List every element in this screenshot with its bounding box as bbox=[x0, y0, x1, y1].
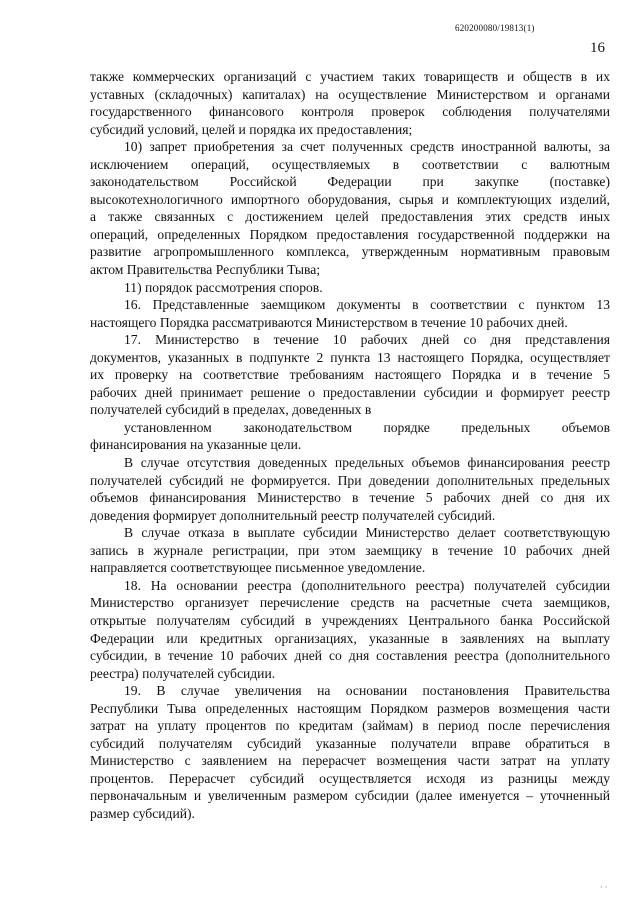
text-line: их проверку на соответствие требованиям настоящего Порядка и в течение 5 bbox=[90, 367, 610, 383]
text-line: исключением операций, осуществляемых в соответствии с валютным bbox=[90, 156, 610, 172]
text-line: запись в журнале регистрации, при этом заемщику в течение 10 рабочих дней bbox=[90, 542, 610, 558]
text-line: актом Правительства Республики Тыва; bbox=[90, 262, 321, 278]
document-id: 620200080/19813(1) bbox=[455, 23, 535, 33]
text-line: объемов финансирования Министерство в течение 5 рабочих дней со дня их bbox=[90, 490, 610, 506]
text-line: реестра) получателей субсидии. bbox=[90, 665, 276, 681]
page-number: 16 bbox=[590, 40, 605, 56]
text-line: законодательством Российской Федерации при закупке (поставке) bbox=[90, 174, 610, 190]
text-line: 18. На основании реестра (дополнительного реестра) получателей субсидии bbox=[124, 577, 610, 593]
text-line: высокотехнологичного импортного оборудования, сырья и комплектующих изделий, bbox=[90, 191, 610, 207]
text-line: а также связанных с достижением целей предоставления этих средств иных bbox=[90, 209, 610, 225]
text-line: также коммерческих организаций с участием таких товариществ и обществ в их bbox=[90, 69, 610, 84]
text-line: получателей субсидий в пределах, доведенных в bbox=[90, 402, 372, 418]
text-line: В случае отказа в выплате субсидии Министерство делает соответствующую bbox=[124, 525, 610, 541]
text-line: установленном законодательством порядке предельных объемов bbox=[124, 419, 610, 435]
text-line: документов, указанных в подпункте 2 пункта 13 настоящего Порядка, осуществляет bbox=[90, 349, 610, 365]
text-line: уставных (складочных) капиталах) на осуществление Министерством и органами bbox=[90, 86, 610, 102]
text-line: операций, определенных Порядком предоставления государственной поддержки на bbox=[90, 226, 610, 242]
text-line: 16. Представленные заемщиком документы в соответствии с пунктом 13 bbox=[124, 297, 610, 313]
text-line: 17. Министерство в течение 10 рабочих дней со дня представления bbox=[124, 332, 610, 348]
text-line: открытые получателям субсидий в учреждениях Центрального банка Российской bbox=[90, 612, 610, 628]
text-line: рабочих дней принимает решение о предоставлении субсидии и формирует реестр bbox=[90, 384, 610, 400]
text-line: настоящего Порядка рассматриваются Министерством в течение 10 рабочих дней. bbox=[90, 314, 568, 330]
text-line: размер субсидий). bbox=[90, 805, 195, 821]
text-line: Федерации или кредитных организациях, указанные в заявлениях на выплату bbox=[90, 630, 610, 646]
text-line: 10) запрет приобретения за счет полученных средств иностранной валюты, за bbox=[124, 139, 610, 155]
text-line: процентов. Перерасчет субсидий осуществляется исходя из разницы между bbox=[90, 770, 610, 786]
text-line: Министерство организует перечисление средств на расчетные счета заемщиков, bbox=[90, 595, 610, 611]
text-line: финансирования на указанные цели. bbox=[90, 437, 302, 453]
text-line: развитие агропромышленного комплекса, утвержденным нормативным правовым bbox=[90, 244, 610, 260]
text-line: государственного финансового контроля проверок соблюдения получателями bbox=[90, 104, 610, 120]
text-line: доведения формирует дополнительный реестр получателей субсидий. bbox=[90, 507, 496, 523]
text-line: первоначальным и увеличенным размером субсидии (далее именуется – уточненный bbox=[90, 788, 610, 804]
text-line: субсидии, в течение 10 рабочих дней со дня составления реестра (дополнительного bbox=[90, 648, 610, 664]
text-line: затрат на уплату процентов по кредитам (займам) в период после перечисления bbox=[90, 718, 610, 734]
text-line: субсидий условий, целей и порядка их предоставления; bbox=[90, 121, 413, 137]
text-line: направляется соответствующее письменное уведомление. bbox=[90, 560, 426, 576]
text-line: Республики Тыва определенных настоящим Порядком размеров возмещения части bbox=[90, 700, 610, 716]
text-line: субсидий получателям субсидий указанные получатели вправе обратиться в bbox=[90, 735, 610, 751]
text-line: В случае отсутствия доведенных предельных объемов финансирования реестр bbox=[124, 455, 610, 471]
text-line: 19. В случае увеличения на основании постановления Правительства bbox=[124, 683, 610, 699]
text-line: Министерство с заявлением на перерасчет возмещения части затрат на уплату bbox=[90, 753, 610, 769]
document-body bbox=[90, 68, 610, 823]
text-line: получателей субсидий не формируется. При доведении дополнительных предельных bbox=[90, 472, 610, 488]
text-line: 11) порядок рассмотрения споров. bbox=[124, 279, 323, 295]
scan-mark: · · bbox=[600, 883, 608, 892]
